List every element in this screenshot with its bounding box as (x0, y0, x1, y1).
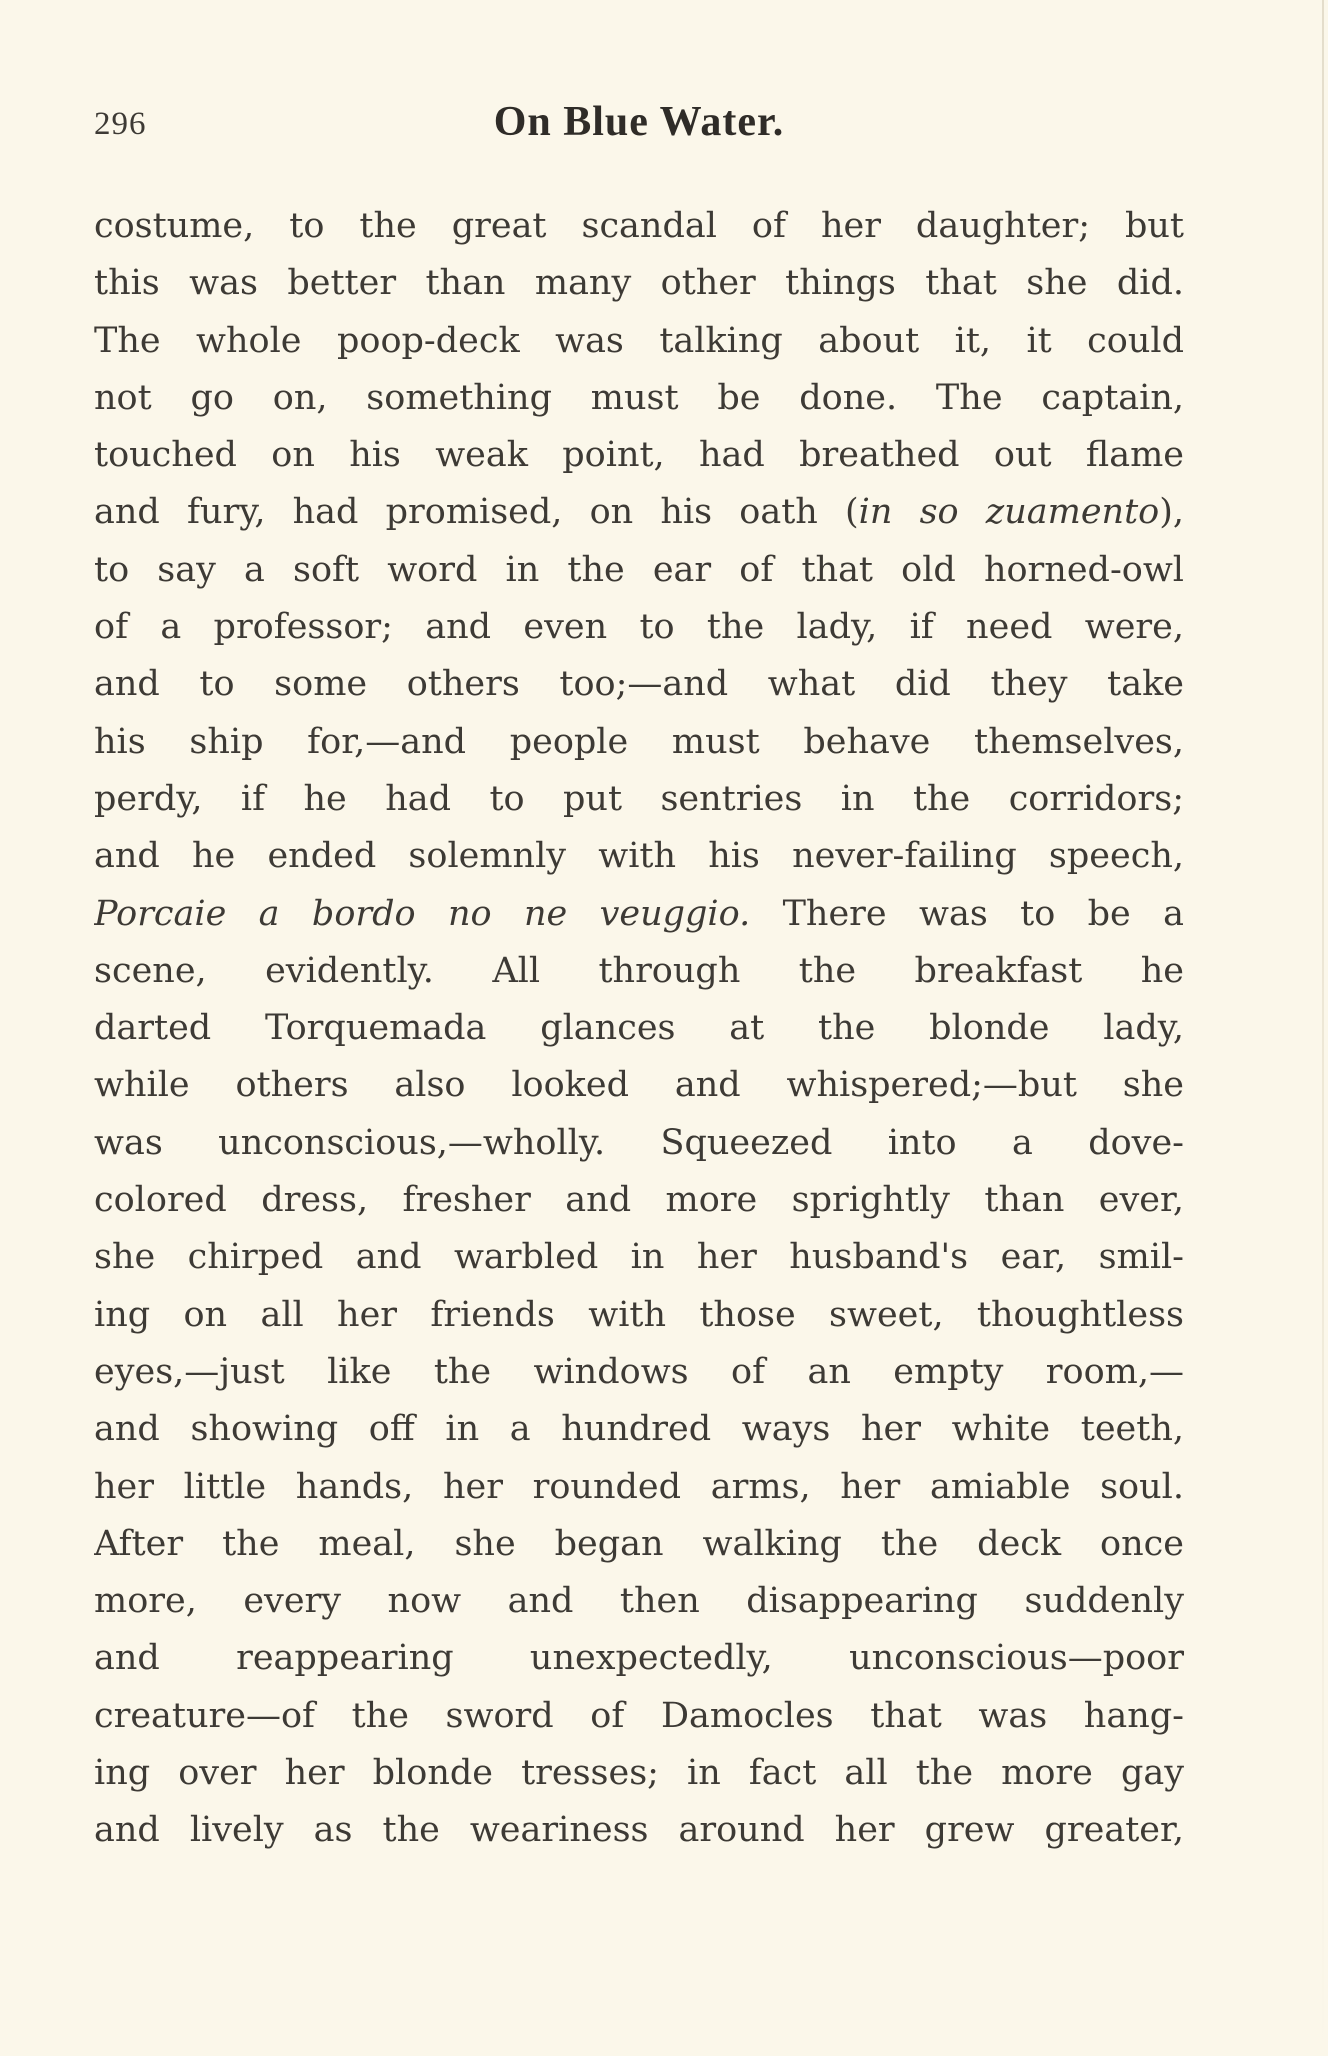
text-run: this was better than many other things that she did. (94, 263, 1184, 304)
italic-phrase: Porcaie a bordo no ne veuggio. (94, 893, 751, 934)
text-run: colored dress, fresher and more sprightly than ever, (94, 1180, 1184, 1221)
text-run: of a professor; and even to the lady, if need were, (94, 607, 1184, 648)
text-run: to say a soft word in the ear of that old horned-owl (94, 549, 1184, 590)
running-title: On Blue Water. (493, 99, 785, 145)
text-run: touched on his weak point, had breathed out flame (94, 435, 1184, 476)
text-run: There was to be a (750, 893, 1184, 934)
text-line (94, 1630, 1184, 1687)
text-line (94, 1401, 1184, 1458)
text-run: and showing off in a hundred ways her white teeth, (94, 1409, 1184, 1450)
text-line (94, 255, 1184, 312)
text-line (94, 1229, 1184, 1286)
body-text (94, 198, 1184, 1860)
text-line (94, 886, 1184, 943)
text-run: more, every now and then disappearing suddenly (94, 1581, 1184, 1622)
text-run: costume, to the great scandal of her daughter; but (94, 206, 1184, 246)
running-header (94, 96, 1184, 156)
text-run: was unconscious,—wholly. Squeezed into a dove- (94, 1122, 1184, 1163)
text-line (94, 943, 1184, 1000)
page-number: 296 (94, 106, 147, 142)
text-line (94, 714, 1184, 771)
text-line (94, 370, 1184, 427)
text-line (94, 1000, 1184, 1057)
text-run: her little hands, her rounded arms, her amiable soul. (94, 1466, 1184, 1507)
text-run: and reappearing unexpectedly, unconscious—poor (94, 1638, 1184, 1679)
text-run: and he ended solemnly with his never-failing speech, (94, 836, 1184, 877)
text-run: The whole poop-deck was talking about it, it could (94, 320, 1184, 361)
text-run: and to some others too;—and what did they take (94, 664, 1184, 705)
text-run: perdy, if he had to put sentries in the corridors; (94, 778, 1184, 819)
page-edge-shadow (1322, 0, 1324, 2056)
text-run: his ship for,—and people must behave themselves, (94, 721, 1184, 762)
text-line (94, 427, 1184, 484)
text-line (94, 484, 1184, 541)
text-line (94, 1516, 1184, 1573)
text-line (94, 1688, 1184, 1745)
text-run: and fury, had promised, on his oath ( (94, 492, 859, 533)
text-run: creature—of the sword of Damocles that was hang- (94, 1695, 1184, 1736)
text-run: ), (1159, 492, 1184, 533)
text-line (94, 1745, 1184, 1802)
text-line (94, 1115, 1184, 1172)
text-line (94, 198, 1184, 255)
text-run: and lively as the weariness around her grew greater, (94, 1810, 1184, 1851)
text-run: ing on all her friends with those sweet, thoughtless (94, 1294, 1184, 1335)
text-line (94, 599, 1184, 656)
text-line (94, 1802, 1184, 1859)
text-run: while others also looked and whispered;—but she (94, 1065, 1184, 1106)
text-line (94, 1172, 1184, 1229)
text-line (94, 313, 1184, 370)
text-line (94, 656, 1184, 713)
text-run: scene, evidently. All through the breakfast he (94, 950, 1184, 991)
text-line (94, 1287, 1184, 1344)
text-run: not go on, something must be done. The captain, (94, 377, 1184, 418)
text-line (94, 1057, 1184, 1114)
text-line (94, 1344, 1184, 1401)
text-line (94, 1573, 1184, 1630)
text-run: she chirped and warbled in her husband's ear, smil- (94, 1237, 1184, 1278)
text-line (94, 828, 1184, 885)
text-run: darted Torquemada glances at the blonde lady, (94, 1008, 1184, 1049)
text-line (94, 542, 1184, 599)
italic-phrase: in so zuamento (858, 492, 1160, 533)
text-run: After the meal, she began walking the deck once (94, 1523, 1184, 1564)
text-run: eyes,—just like the windows of an empty room,— (94, 1351, 1184, 1392)
text-line (94, 1459, 1184, 1516)
text-run: ing over her blonde tresses; in fact all the more gay (94, 1753, 1184, 1794)
text-line (94, 771, 1184, 828)
